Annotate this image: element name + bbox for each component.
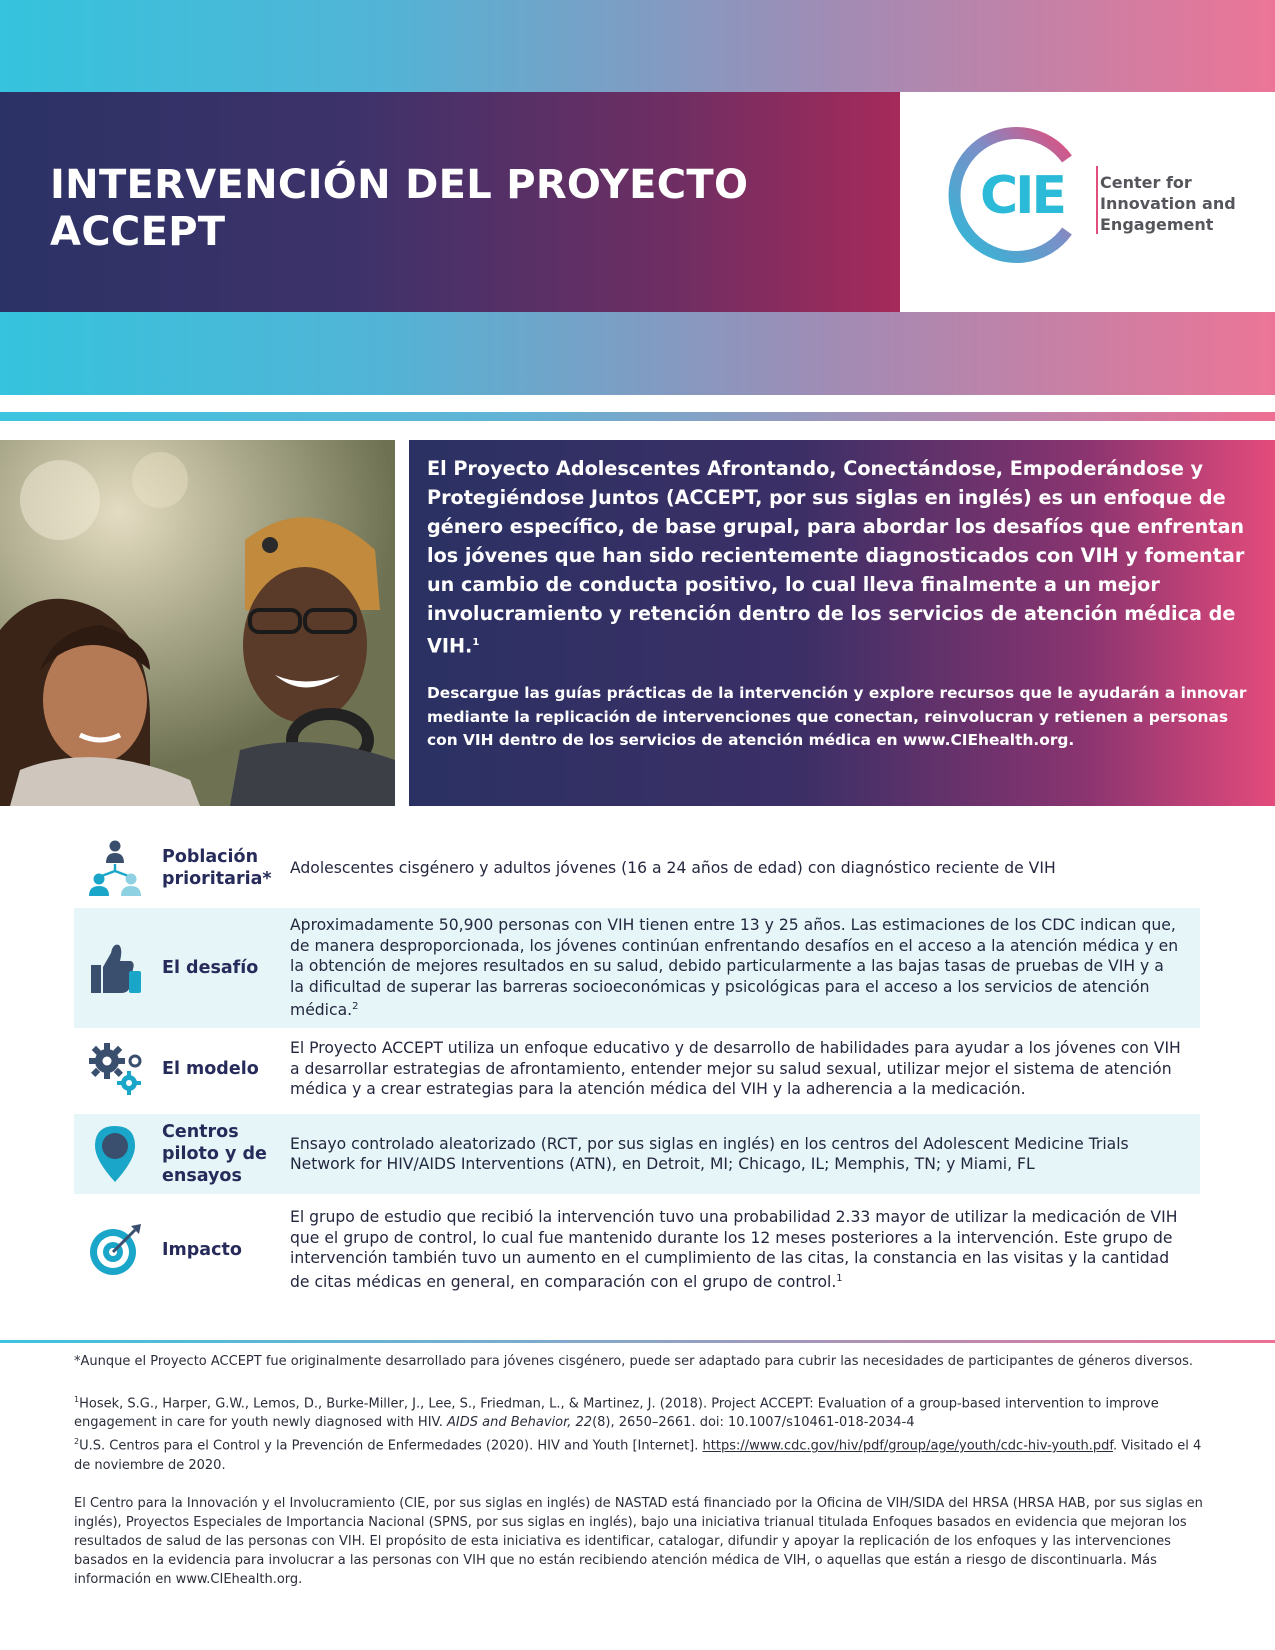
row-text-centros	[280, 1134, 1200, 1175]
row-label-modelo: El modelo	[162, 1059, 259, 1079]
intro-call-to-action: Descargue las guías prácticas de la intervención y explore recursos que le ayudarán a innovar mediante la replicación de intervenciones que conectan, reinvolucran y retienen a personas con VIH dentro de los servicios de atención médica en www.CIEhealth.org.	[427, 684, 1247, 750]
footnote-2-text: U.S. Centros para el Control y la Prevención de Enfermedades (2020). HIV and Youth [Internet].	[79, 1438, 703, 1454]
page-title: INTERVENCIÓN DEL PROYECTO ACCEPT	[50, 162, 749, 255]
footnote-asterisk: *Aunque el Proyecto ACCEPT fue originalmente desarrollado para jóvenes cisgénero, puede ser adaptado para cubrir las necesidades de participantes de géneros diversos.	[74, 1354, 1194, 1369]
row-text-desafio-body: Aproximadamente 50,900 personas con VIH tienen entre 13 y 25 años. Las estimaciones de los CDC indican que, de manera desproporcionada, los jóvenes continúan enfrentando desafíos en el acceso a la atención médica y en la obtención de mejores resultados en su salud, debido particularmente a las bajas tasas de pruebas de VIH y a la dificultad de superar las barreras socioeconómicas y psicológicas para el acceso a los servicios de atención médica.	[290, 916, 1179, 1020]
intro-text: El Proyecto Adolescentes Afrontando, Conectándose, Empoderándose y Protegiéndose Juntos (ACCEPT, por sus siglas en inglés) es un enfoque de género específico, de base grupal, para abordar los desafíos que enfrentan los jóvenes que han sido recientemente diagnosticados con VIH y fomentar un cambio de conducta positivo, lo cual lleva finalmente a un mejor involucramiento y retención dentro de los servicios de atención médica de VIH.	[427, 457, 1245, 658]
title-panel	[0, 92, 900, 312]
row-label-poblacion: Población prioritaria*	[162, 847, 272, 889]
intro-paragraph	[427, 454, 1251, 660]
row-text-impacto-body: El grupo de estudio que recibió la intervención tuvo una probabilidad 2.33 mayor de utilizar la medicación de VIH que el grupo de control, lo cual fue mantenido durante los 12 meses posteriores a la intervención. Este grupo de intervención también tuvo un aumento en el cumplimiento de las citas, la constancia en las visitas y la cantidad de citas médicas en general, en comparación con el grupo de control.	[290, 1208, 1178, 1292]
row-text-impacto	[280, 1207, 1200, 1292]
cdc-link[interactable]: https://www.cdc.gov/hiv/pdf/group/age/youth/cdc-hiv-youth.pdf	[702, 1438, 1114, 1454]
footnote-reference-1	[74, 1390, 1204, 1432]
footnote-2-visited: . Visitado el 4 de noviembre de 2020.	[74, 1438, 1202, 1473]
row-text-poblacion	[280, 858, 1200, 879]
intro-panel	[409, 440, 1275, 806]
footnote-1-number: 1	[74, 1395, 80, 1404]
footnote-1-details: (8), 2650–2661. doi: 10.1007/s10461-018-2034-4	[592, 1415, 915, 1431]
footnote-2-number: 2	[74, 1437, 80, 1447]
header-divider-line	[0, 412, 1275, 421]
cie-logo-letters: CIE	[980, 166, 1065, 226]
footnote-1-journal: AIDS and Behavior, 22	[447, 1415, 593, 1431]
hero-photo	[0, 440, 395, 806]
info-rows	[74, 836, 1200, 1300]
intro-footnote-ref: 1	[472, 637, 480, 648]
footnote-1-text: Hosek, S.G., Harper, G.W., Lemos, D., Burke-Miller, J., Lee, S., Friedman, L., & Martinez, J. (2018). Project ACCEPT: Evaluation of a group-based intervention to improve engagement in care for youth newly diagnosed with HIV.	[74, 1396, 1159, 1431]
row-text-desafio	[280, 915, 1200, 1021]
row-modelo	[74, 1030, 1200, 1108]
cie-logo[interactable]	[900, 92, 1275, 312]
photo-two-young-people-smiling-icon	[0, 440, 395, 806]
row-impacto	[74, 1200, 1200, 1300]
row-label-desafio: El desafío	[162, 958, 259, 978]
footnotes	[74, 1352, 1204, 1589]
logo-divider	[1096, 166, 1098, 234]
row-text-poblacion-body: Adolescentes cisgénero y adultos jóvenes (16 a 24 años de edad) con diagnóstico reciente de VIH	[290, 858, 1056, 877]
row-label-centros: Centros piloto y de ensayos	[162, 1122, 267, 1186]
row-ref-impacto: 1	[836, 1272, 843, 1284]
map-pin-icon	[80, 1119, 150, 1189]
row-ref-desafio: 2	[352, 1001, 359, 1013]
row-centros	[74, 1114, 1200, 1194]
row-label-impacto: Impacto	[162, 1240, 242, 1260]
funding-statement: El Centro para la Innovación y el Involucramiento (CIE, por sus siglas en inglés) de NASTAD está financiado por la Oficina de VIH/SIDA del HRSA (HRSA HAB, por sus siglas en inglés), Proyectos Especiales de Importancia Nacional (SPNS, por sus siglas en inglés), bajo una iniciativa trianual titulada Enfoques basados en evidencia que mejoran los resultados de salud de las personas con VIH. El propósito de esta iniciativa es identificar, catalogar, difundir y apoyar la replicación de los enfoques y las intervenciones basados en la evidencia para involucrar a las personas con VIH que no están recibiendo atención médica de VIH, o aquellas que están a riesgo de discontinuarla. Más información en www.CIEhealth.org.	[74, 1495, 1203, 1587]
row-text-modelo-body: El Proyecto ACCEPT utiliza un enfoque educativo y de desarrollo de habilidades para ayudar a los jóvenes con VIH a desarrollar estrategias de afrontamiento, entender mejor su salud sexual, utilizar mejor el sistema de atención médica y a crear estrategias para la atención médica del VIH y la adherencia a la medicación.	[290, 1039, 1181, 1099]
footnote-reference-2	[74, 1432, 1204, 1474]
cie-logo-text: Center for Innovation and Engagement	[1100, 173, 1236, 234]
row-poblacion	[74, 836, 1200, 900]
row-desafio	[74, 908, 1200, 1028]
row-text-centros-body: Ensayo controlado aleatorizado (RCT, por sus siglas en inglés) en los centros del Adolescent Medicine Trials Network for HIV/AIDS Interventions (ATN), en Detroit, MI; Chicago, IL; Memphis, TN; y Miami, FL	[290, 1134, 1129, 1173]
target-icon	[80, 1215, 150, 1285]
thumbs-up-icon	[80, 933, 150, 1003]
people-network-icon	[80, 833, 150, 903]
footnotes-divider-line	[0, 1340, 1275, 1343]
row-text-modelo	[280, 1038, 1200, 1100]
gears-icon	[80, 1034, 150, 1104]
